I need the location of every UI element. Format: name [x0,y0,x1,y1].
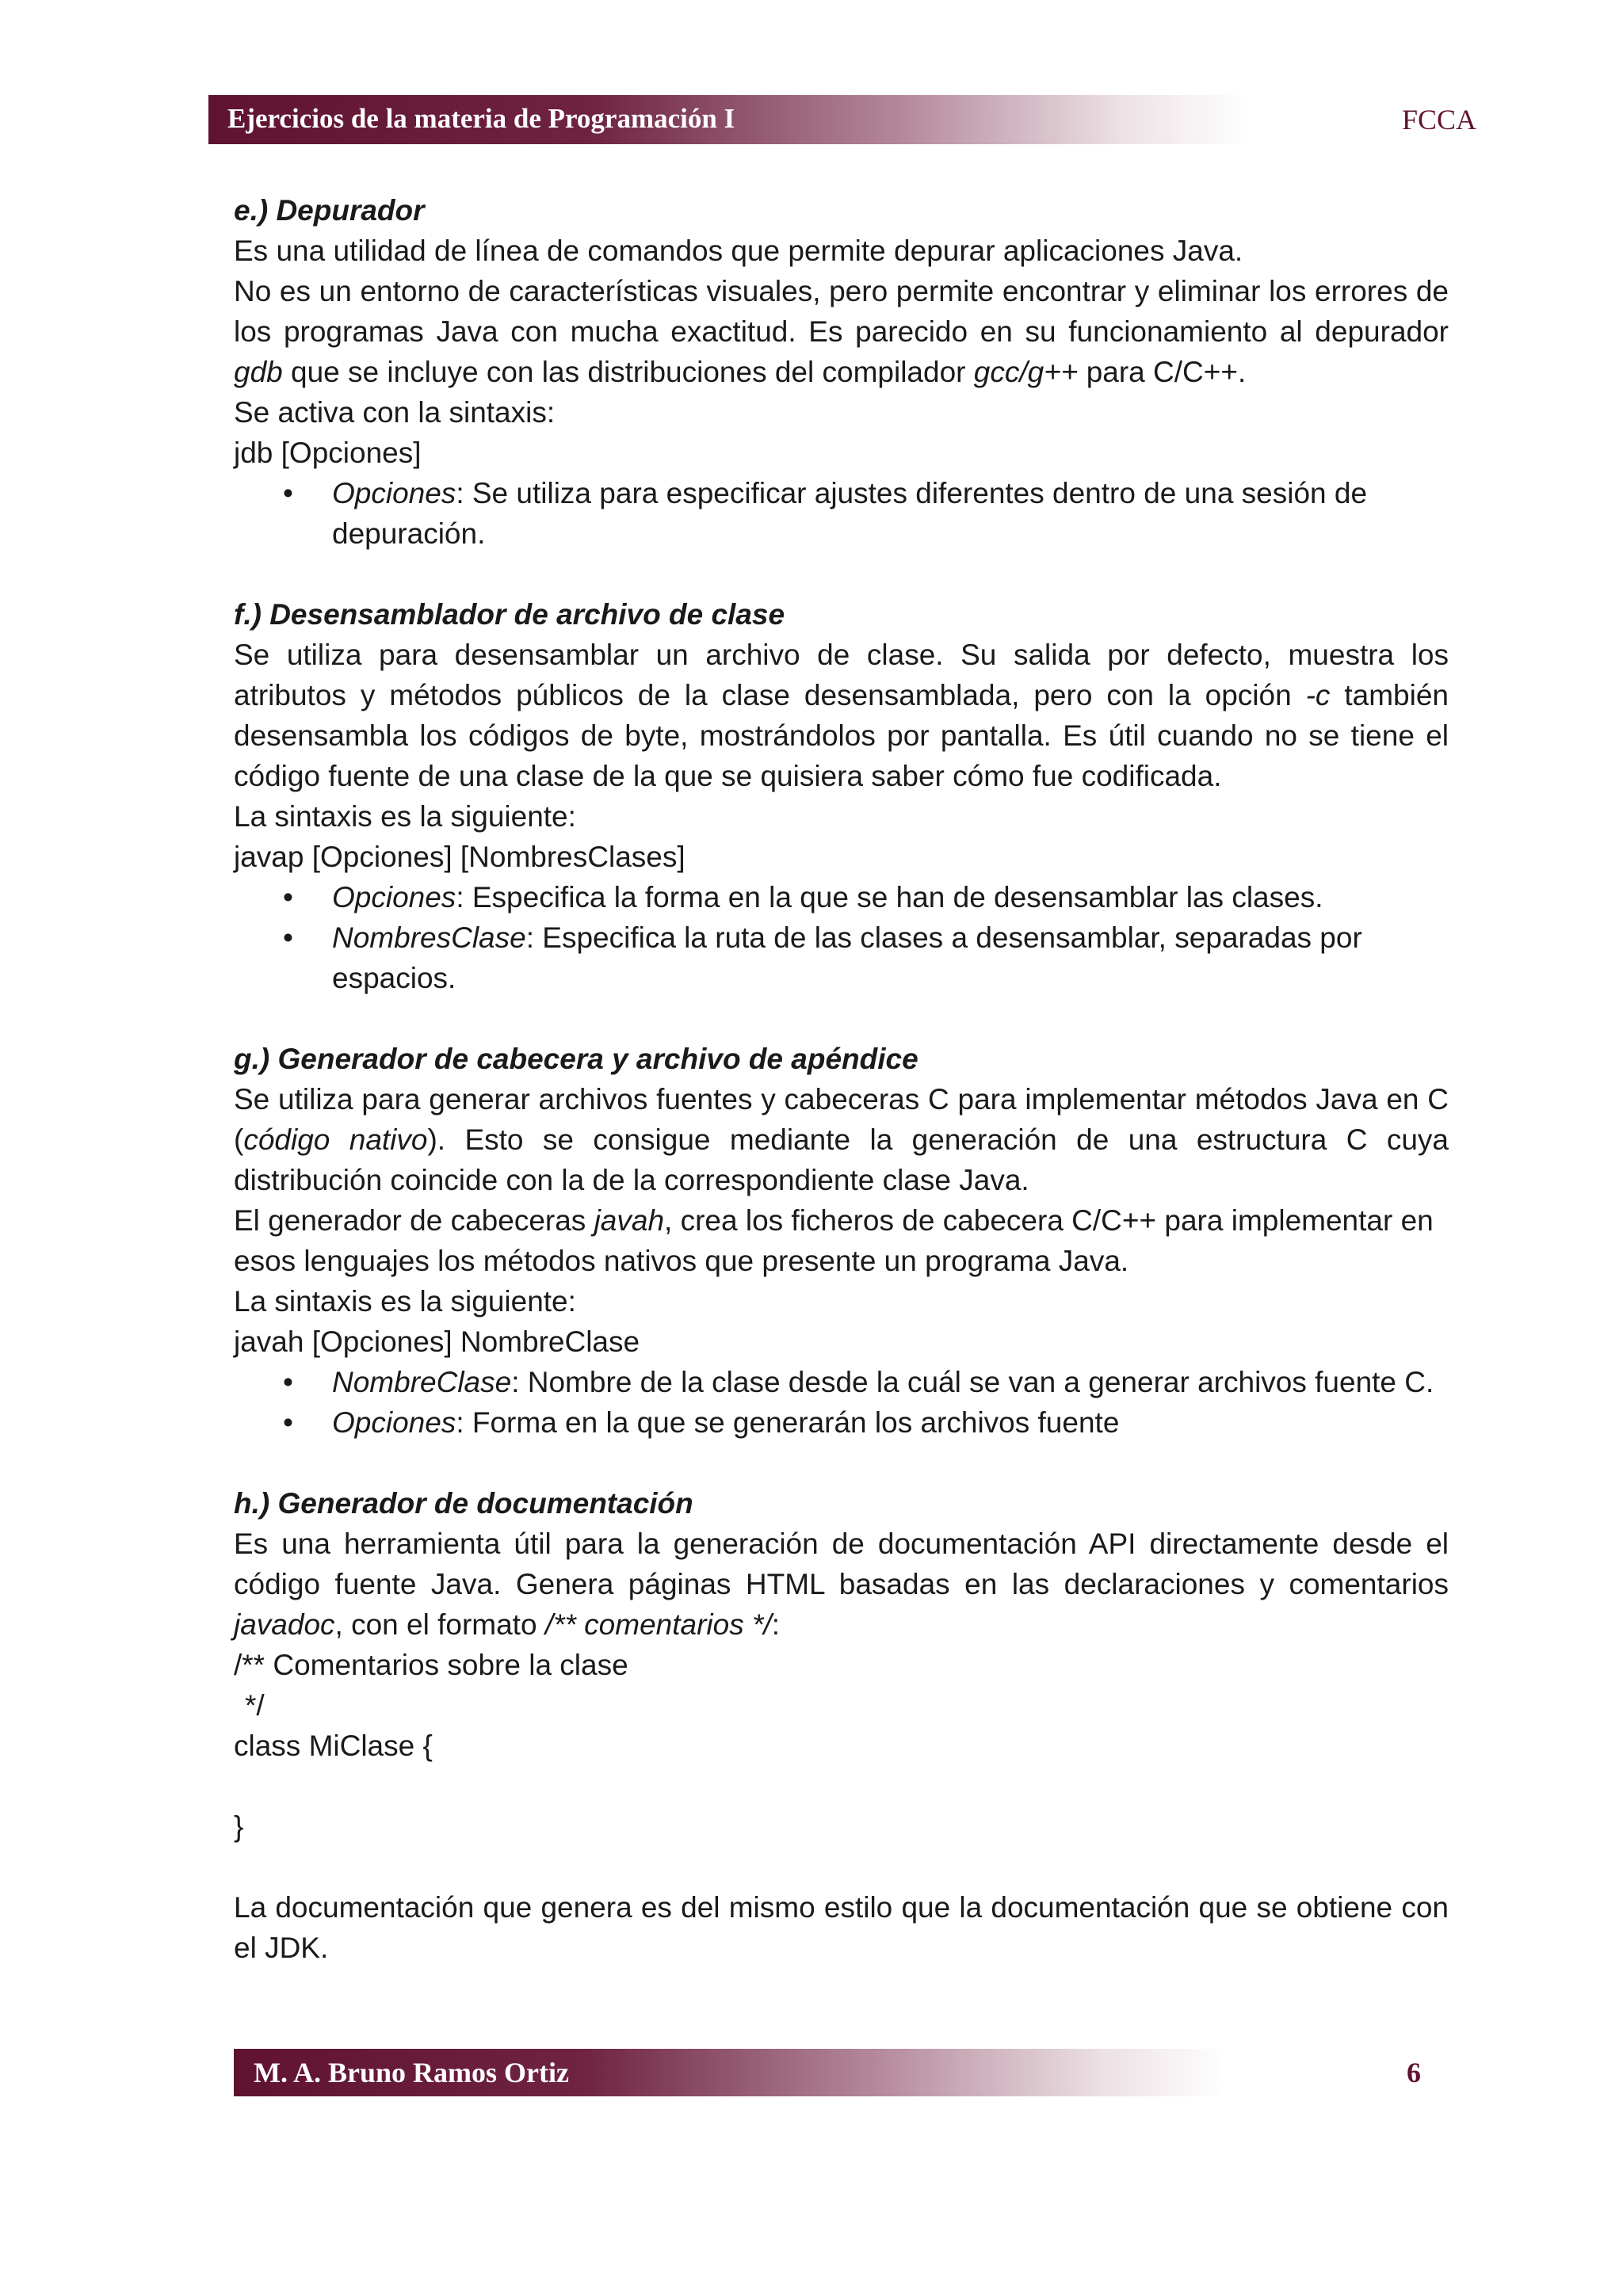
text: : [771,1608,780,1641]
list-item-term: Opciones [332,477,456,509]
text-italic: /** comentarios */ [544,1608,772,1641]
paragraph: La documentación que genera es del mismo estilo que la documentación que se obtiene con el JDK. [234,1891,1449,1964]
code-line: /** Comentarios sobre la clase [234,1649,628,1681]
paragraph [234,271,1449,392]
list-item [283,877,1449,917]
page-content [234,190,1449,1968]
syntax-line: javap [Opciones] [NombresClases] [234,841,685,873]
list-item [283,917,1449,998]
paragraph: Es una utilidad de línea de comandos que permite depurar aplicaciones Java. [234,235,1243,267]
list-item [283,1362,1449,1402]
code-line: */ [245,1689,265,1722]
paragraph: La sintaxis es la siguiente: [234,1285,576,1318]
header-title: Ejercicios de la materia de Programación I [227,103,735,134]
bullet-icon: • [283,1366,293,1398]
text-italic: -c [1305,679,1331,711]
list-item [283,473,1449,554]
header-institution: FCCA [1401,104,1476,135]
paragraph [234,635,1449,796]
paragraph: Se activa con la sintaxis: [234,396,556,429]
bullet-list [234,1362,1449,1443]
text: para C/C++. [1078,356,1247,388]
text: Es una herramienta útil para la generación de documentación API directamente desde el código fuente Java. Genera páginas HTML basadas en las declaraciones y comentarios [234,1527,1449,1600]
list-item [283,1402,1449,1443]
text-italic: javadoc [234,1608,335,1641]
text-italic: gcc/g++ [973,356,1079,388]
list-item-text: : Forma en la que se generarán los archivos fuente [456,1406,1120,1439]
bullet-icon: • [283,1406,293,1439]
paragraph [234,1079,1449,1200]
list-item-term: Opciones [332,881,456,913]
text: No es un entorno de características visuales, pero permite encontrar y eliminar los errores de los programas Java con mucha exactitud. Es parecido en su funcionamiento al depurador [234,275,1449,348]
list-item-text: : Especifica la ruta de las clases a desensamblar, separadas por espacios. [332,921,1362,994]
code-line: class MiClase { [234,1730,433,1762]
list-item-text: : Especifica la forma en la que se han de desensamblar las clases. [456,881,1323,913]
text: El generador de cabeceras [234,1204,594,1237]
paragraph [234,1200,1449,1281]
paragraph [234,1524,1449,1645]
section-title-depurador: e.) Depurador [234,194,425,227]
bullet-list [234,473,1449,554]
bullet-icon: • [283,881,293,913]
syntax-line: javah [Opciones] NombreClase [234,1325,640,1358]
footer-author: M. A. Bruno Ramos Ortiz [254,2057,569,2088]
syntax-line: jdb [Opciones] [234,437,422,469]
text-italic: código nativo [243,1123,428,1156]
list-item-term: NombresClase [332,921,526,954]
bullet-list [234,877,1449,998]
text: que se incluye con las distribuciones del compilador [282,356,974,388]
text-italic: javah [594,1204,665,1237]
list-item-text: : Se utiliza para especificar ajustes diferentes dentro de una sesión de depuración. [332,477,1368,550]
text: también desensambla los códigos de byte, mostrándolos por pantalla. Es útil cuando no se tiene el código fuente de una clase de la que se quisiera saber cómo fue codificada. [234,679,1449,792]
section-title-desensamblador: f.) Desensamblador de archivo de clase [234,598,785,631]
page-number: 6 [1407,2057,1421,2088]
list-item-text: : Nombre de la clase desde la cuál se van a generar archivos fuente C. [511,1366,1434,1398]
list-item-term: NombreClase [332,1366,512,1398]
bullet-icon: • [283,477,293,509]
code-line: } [234,1810,244,1843]
text: ). Esto se consigue mediante la generación de una estructura C cuya distribución coincide con la de la correspondiente clase Java. [234,1123,1449,1196]
bullet-icon: • [283,921,293,954]
section-title-generador-documentacion: h.) Generador de documentación [234,1487,693,1520]
text: , crea los ficheros de cabecera C/C++ para implementar en esos lenguajes los métodos nativos que presente un programa Java. [234,1204,1434,1277]
text: , con el formato [334,1608,545,1641]
text: Se utiliza para generar archivos fuentes y cabeceras C para implementar métodos Java en C ( [234,1083,1449,1156]
section-title-generador-cabecera: g.) Generador de cabecera y archivo de apéndice [234,1043,918,1075]
paragraph: La sintaxis es la siguiente: [234,800,576,833]
list-item-term: Opciones [332,1406,456,1439]
text-italic: gdb [234,356,283,388]
text: Se utiliza para desensamblar un archivo de clase. Su salida por defecto, muestra los atributos y métodos públicos de la clase desensamblada, pero con la opción [234,639,1449,711]
